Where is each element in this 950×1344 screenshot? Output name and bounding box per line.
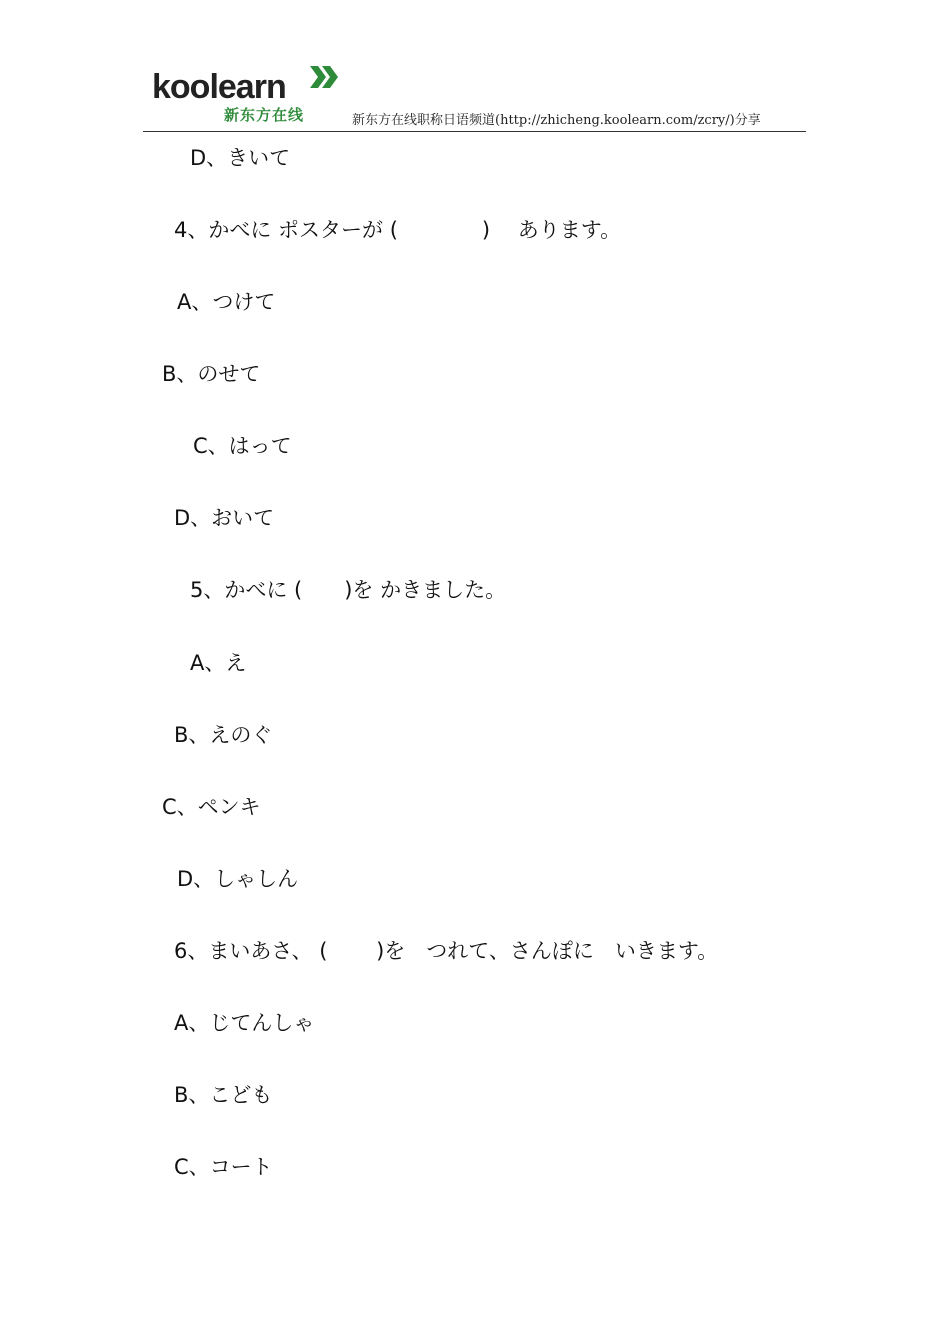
option-d-prev: D、きいて: [190, 146, 291, 170]
q4-option-d: D、おいて: [174, 506, 275, 530]
logo-wordmark: koolearn: [152, 68, 286, 106]
q4-option-a: A、つけて: [177, 290, 276, 314]
q6-option-c: C、コート: [174, 1155, 273, 1179]
question-5: 5、かべに ( )を かきました。: [190, 578, 507, 602]
q5-option-b: B、えのぐ: [174, 723, 273, 747]
q6-option-a: A、じてんしゃ: [174, 1011, 315, 1035]
q6-option-b: B、こども: [174, 1083, 273, 1107]
header-share-text: 新东方在线职称日语频道(http://zhicheng.koolearn.com/zcry/)分享: [352, 113, 761, 128]
question-4: 4、かべに ポスターが ( ) あります。: [174, 218, 622, 242]
q4-option-c: C、はって: [193, 434, 292, 458]
header-divider: [143, 131, 806, 132]
koolearn-logo: [152, 64, 342, 130]
logo-chinese-name: 新东方在线: [224, 106, 305, 124]
q4-option-b: B、のせて: [162, 362, 261, 386]
question-6: 6、まいあさ、 ( )を つれて、さんぽに いきます。: [174, 939, 719, 963]
q5-option-a: A、え: [190, 651, 247, 675]
q5-option-d: D、しゃしん: [177, 867, 299, 891]
q5-option-c: C、ペンキ: [162, 795, 261, 819]
double-chevron-icon: [310, 66, 342, 88]
